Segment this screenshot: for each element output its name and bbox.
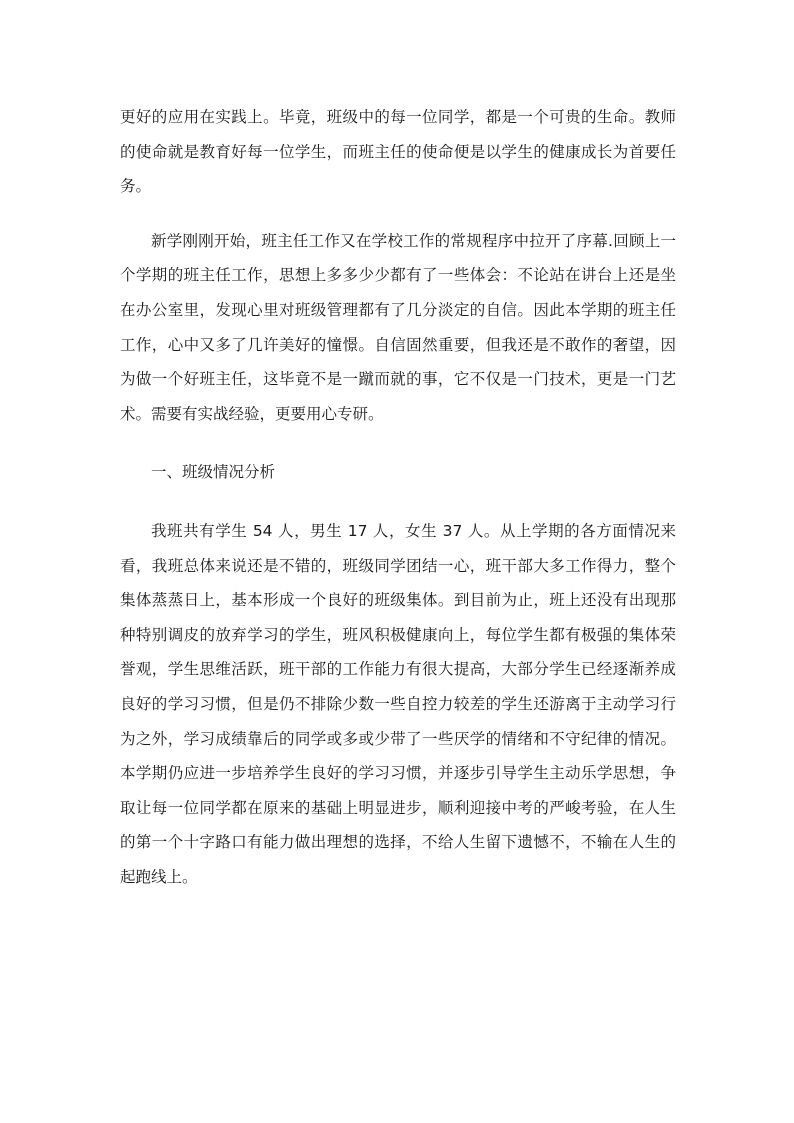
- document-body: [120, 100, 676, 894]
- paragraph-new-semester: 新学刚刚开始，班主任工作又在学校工作的常规程序中拉开了序幕.回顾上一个学期的班主任工作，思想上多多少少都有了一些体会：不论站在讲台上还是坐在办公室里，发现心里对班级管理都有了几分淡定的自信。因此本学期的班主任工作，心中又多了几许美好的憧憬。自信固然重要，但我还是不敢作的奢望，因为做一个好班主任，这毕竟不是一蹴而就的事，它不仅是一门技术，更是一门艺术。需要有实战经验，更要用心专研。: [120, 231, 676, 423]
- section-heading-class-analysis: 一、班级情况分析: [151, 463, 276, 482]
- paragraph-continuation: 更好的应用在实践上。毕竟，班级中的每一位同学，都是一个可贵的生命。教师的使命就是教育好每一位学生，而班主任的使命便是以学生的健康成长为首要任务。: [120, 108, 676, 196]
- paragraph-class-situation: 我班共有学生 54 人，男生 17 人，女生 37 人。从上学期的各方面情况来看，我班总体来说还是不错的，班级同学团结一心，班干部大多工作得力，整个集体蒸蒸日上，基本形成一个良好的班级集体。到目前为止，班上还没有出现那种特别调皮的放弃学习的学生，班风积极健康向上，每位学生都有极强的集体荣誉观，学生思维活跃，班干部的工作能力有很大提高，大部分学生已经逐渐养成良好的学习习惯，但是仍不排除少数一些自控力较差的学生还游离于主动学习行为之外，学习成绩靠后的同学或多或少带了一些厌学的情绪和不守纪律的情况。本学期仍应进一步培养学生良好的学习习惯，并逐步引导学生主动乐学思想，争取让每一位同学都在原来的基础上明显进步，顺利迎接中考的严峻考验，在人生的第一个十字路口有能力做出理想的选择，不给人生留下遗憾不，不输在人生的起跑线上。: [120, 521, 676, 886]
